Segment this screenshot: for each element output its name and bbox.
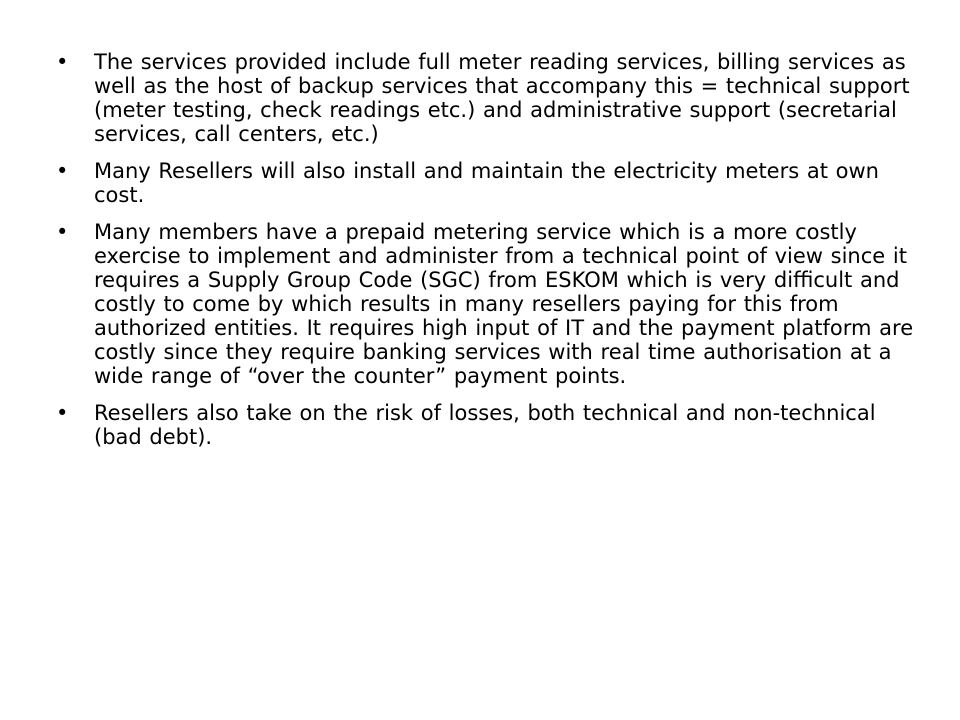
bullet-marker: • (56, 50, 69, 74)
bullet-item-prepaid (56, 220, 916, 388)
bullet-item-services (56, 50, 916, 146)
bullet-marker: • (56, 159, 69, 183)
bullet-item-meters (56, 159, 916, 207)
bullet-marker: • (56, 220, 69, 244)
bullet-item-losses (56, 401, 916, 449)
bullet-text: Resellers also take on the risk of losses, both technical and non-technical (bad debt). (94, 401, 876, 449)
bullet-marker: • (56, 401, 69, 425)
bullet-text: The services provided include full meter reading services, billing services as well as the host of backup services that accompany this = technical support (meter testing, check readings etc.) and administrative support (secretarial services, call centers, etc.) (94, 50, 910, 146)
bullet-list (56, 50, 916, 462)
bullet-text: Many Resellers will also install and maintain the electricity meters at own cost. (94, 159, 879, 207)
bullet-text: Many members have a prepaid metering service which is a more costly exercise to implement and administer from a technical point of view since it requires a Supply Group Code (SGC) from ESKOM which is very difficult and costly to come by which results in many resellers paying for this from authorized entities. It requires high input of IT and the payment platform are costly since they require banking services with real time authorisation at a wide range of “over the counter” payment points. (94, 220, 914, 388)
